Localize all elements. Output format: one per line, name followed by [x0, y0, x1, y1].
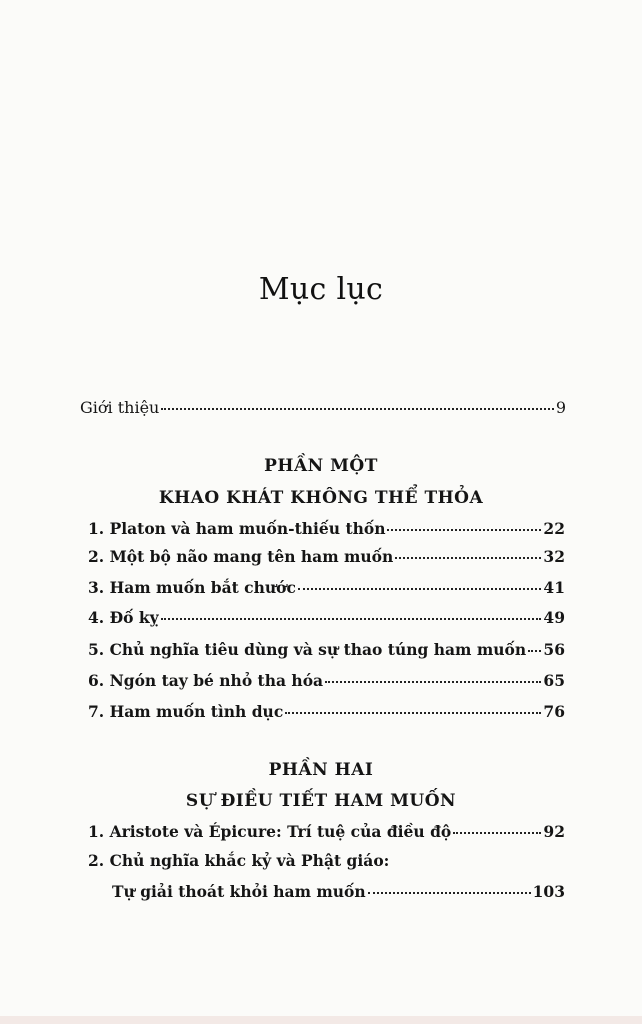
toc-entry[interactable] — [88, 702, 565, 726]
dot-leader — [161, 618, 542, 620]
dot-leader — [453, 832, 541, 834]
part-one-title: KHAO KHÁT KHÔNG THỂ THỎA — [158, 488, 484, 508]
toc-page-number: 92 — [543, 822, 565, 841]
toc-entry[interactable] — [88, 822, 565, 846]
toc-entry-label: 1. Platon và ham muốn-thiếu thốn — [88, 519, 386, 538]
toc-page-number: 56 — [543, 640, 565, 659]
toc-page-number: 41 — [543, 578, 565, 597]
toc-page-number: 9 — [555, 398, 566, 417]
part-two-title: SỰ ĐIỀU TIẾT HAM MUỐN — [185, 791, 457, 811]
toc-entry-label: 2. Một bộ não mang tên ham muốn — [88, 547, 394, 566]
page-title: Mục lục — [258, 272, 384, 307]
toc-entry-label: 3. Ham muốn bắt chước — [88, 578, 296, 597]
dot-leader — [298, 588, 541, 590]
toc-entry[interactable] — [88, 851, 565, 875]
toc-entry[interactable] — [88, 671, 565, 695]
toc-page-number: 103 — [532, 882, 565, 901]
dot-leader — [285, 712, 541, 714]
page-bottom-edge — [0, 1016, 642, 1024]
dot-leader — [368, 892, 531, 894]
toc-entry[interactable] — [88, 519, 565, 543]
toc-entry[interactable] — [88, 547, 565, 571]
toc-page-number: 76 — [543, 702, 565, 721]
dot-leader — [161, 408, 553, 410]
toc-page-number: 65 — [543, 671, 565, 690]
toc-entry-intro[interactable] — [80, 398, 566, 422]
toc-entry-label: Tự giải thoát khỏi ham muốn — [112, 882, 366, 901]
toc-page-number: 22 — [543, 519, 565, 538]
dot-leader — [387, 529, 541, 531]
dot-leader — [395, 557, 541, 559]
toc-page-number: 32 — [543, 547, 565, 566]
toc-entry[interactable] — [88, 608, 565, 632]
toc-entry-label: Giới thiệu — [80, 398, 160, 417]
dot-leader — [325, 681, 541, 683]
toc-entry-label: 2. Chủ nghĩa khắc kỷ và Phật giáo: — [88, 851, 390, 870]
toc-entry-continuation[interactable] — [112, 882, 565, 906]
toc-entry-label: 1. Aristote và Épicure: Trí tuệ của điều độ — [88, 822, 452, 841]
toc-entry-label: 6. Ngón tay bé nhỏ tha hóa — [88, 671, 324, 690]
toc-entry-label: 5. Chủ nghĩa tiêu dùng và sự thao túng ham muốn — [88, 640, 527, 659]
part-two-number: PHẦN HAI — [268, 760, 374, 780]
part-one-number: PHẦN MỘT — [264, 456, 378, 476]
toc-entry[interactable] — [88, 578, 565, 602]
dot-leader — [528, 650, 541, 652]
toc-page-number: 49 — [543, 608, 565, 627]
toc-entry[interactable] — [88, 640, 565, 664]
toc-entry-label: 7. Ham muốn tình dục — [88, 702, 284, 721]
toc-entry-label: 4. Đố kỵ — [88, 608, 159, 627]
